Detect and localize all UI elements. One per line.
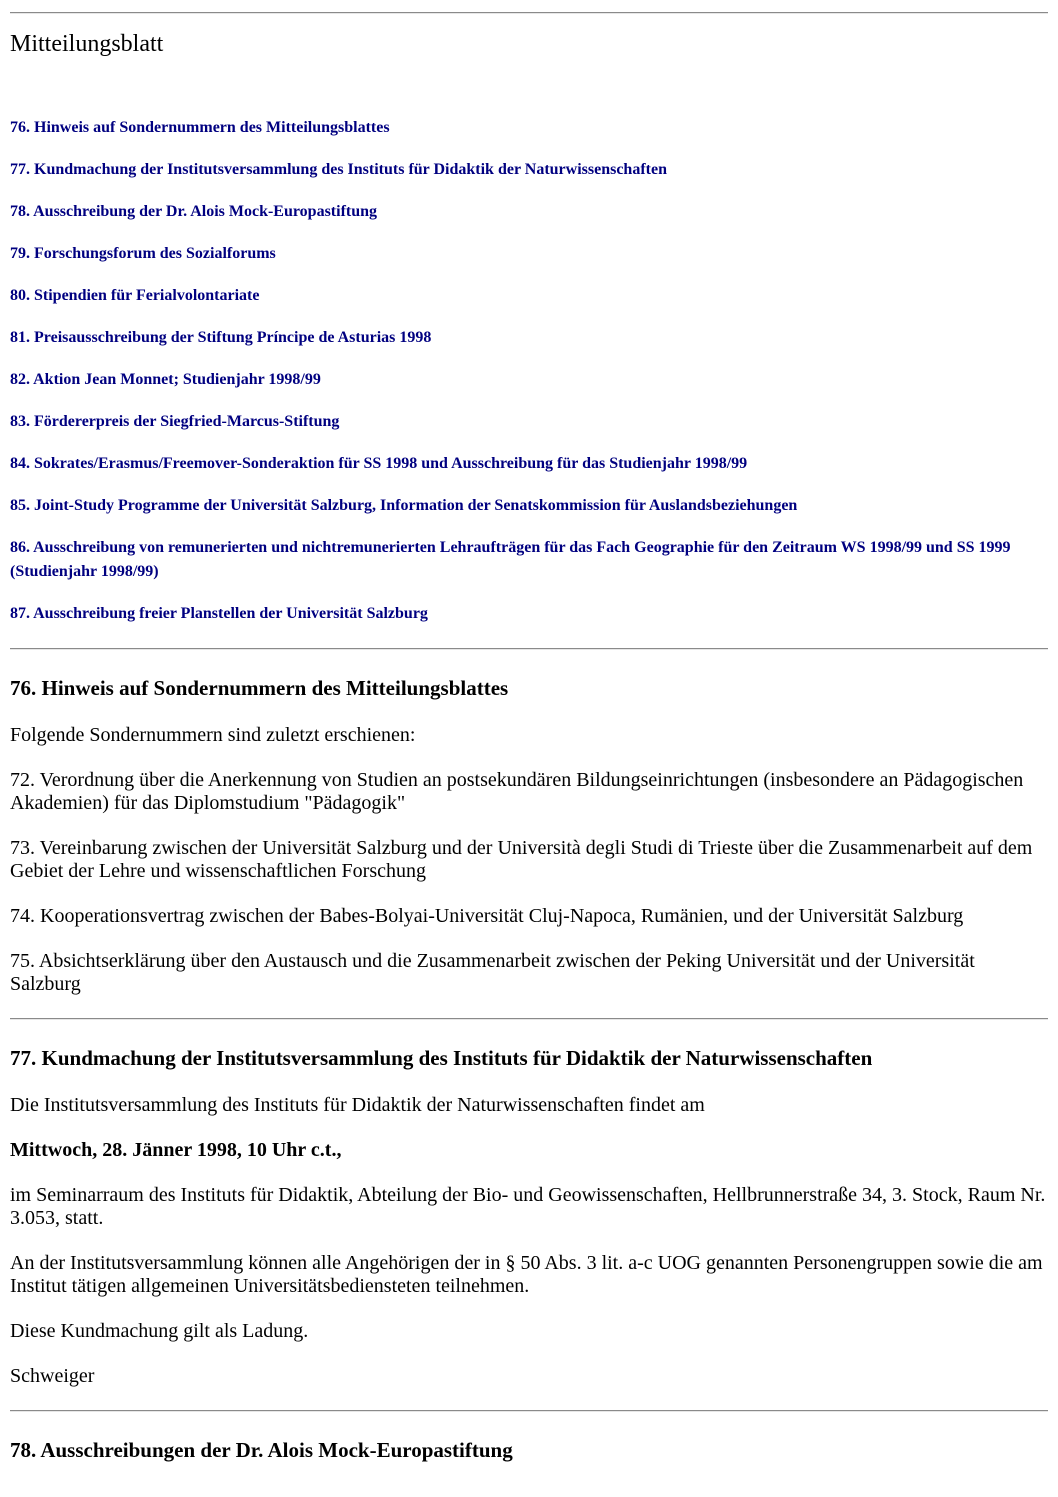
toc-link-79[interactable]: 79. Forschungsforum des Sozialforums bbox=[10, 245, 276, 262]
table-of-contents bbox=[10, 116, 1048, 626]
paragraph: 72. Verordnung über die Anerkennung von Studien an postsekundären Bildungseinrichtungen (insbesondere an Pädagogischen Akademien) für das Diplomstudium "Pädagogik" bbox=[10, 769, 1024, 814]
toc-item bbox=[10, 158, 1048, 182]
section-heading-78: 78. Ausschreibungen der Dr. Alois Mock-Europastiftung bbox=[10, 1438, 513, 1462]
paragraph: Die Institutsversammlung des Instituts für Didaktik der Naturwissenschaften findet am bbox=[10, 1094, 705, 1116]
toc-link-83[interactable]: 83. Fördererpreis der Siegfried-Marcus-Stiftung bbox=[10, 413, 340, 430]
toc-link-80[interactable]: 80. Stipendien für Ferialvolontariate bbox=[10, 287, 260, 304]
toc-link-84[interactable]: 84. Sokrates/Erasmus/Freemover-Sonderaktion für SS 1998 und Ausschreibung für das Studienjahr 1998/99 bbox=[10, 455, 748, 472]
toc-item bbox=[10, 410, 1048, 434]
toc-link-77[interactable]: 77. Kundmachung der Institutsversammlung des Instituts für Didaktik der Naturwissenschaften bbox=[10, 161, 667, 178]
paragraph: An der Institutsversammlung können alle Angehörigen der in § 50 Abs. 3 lit. a-c UOG genannten Personengruppen sowie die am Institut tätigen allgemeinen Universitätsbediensteten teilnehmen. bbox=[10, 1252, 1043, 1297]
toc-item bbox=[10, 116, 1048, 140]
paragraph: 75. Absichtserklärung über den Austausch und die Zusammenarbeit zwischen der Peking Universität und der Universität Salzburg bbox=[10, 950, 975, 995]
paragraph: 73. Vereinbarung zwischen der Universität Salzburg und der Università degli Studi di Trieste über die Zusammenarbeit auf dem Gebiet der Lehre und wissenschaftlichen Forschung bbox=[10, 837, 1033, 882]
page-title: Mitteilungsblatt bbox=[10, 31, 164, 57]
toc-link-87[interactable]: 87. Ausschreibung freier Planstellen der Universität Salzburg bbox=[10, 605, 428, 622]
section-heading-77: 77. Kundmachung der Institutsversammlung des Instituts für Didaktik der Naturwissenschaften bbox=[10, 1046, 873, 1070]
horizontal-rule bbox=[10, 1410, 1048, 1412]
signature-name: Schweiger bbox=[10, 1365, 95, 1387]
toc-item bbox=[10, 368, 1048, 392]
paragraph: im Seminarraum des Instituts für Didaktik, Abteilung der Bio- und Geowissenschaften, Hellbrunnerstraße 34, 3. Stock, Raum Nr. 3.053, statt. bbox=[10, 1184, 1046, 1229]
section-78 bbox=[10, 1438, 1048, 1462]
toc-item bbox=[10, 536, 1048, 584]
paragraph: 74. Kooperationsvertrag zwischen der Babes-Bolyai-Universität Cluj-Napoca, Rumänien, und der Universität Salzburg bbox=[10, 905, 964, 927]
meeting-date-paragraph: Mittwoch, 28. Jänner 1998, 10 Uhr c.t., bbox=[10, 1139, 342, 1161]
paragraph: Diese Kundmachung gilt als Ladung. bbox=[10, 1320, 309, 1342]
horizontal-rule bbox=[10, 1018, 1048, 1020]
toc-link-76[interactable]: 76. Hinweis auf Sondernummern des Mitteilungsblattes bbox=[10, 119, 390, 136]
toc-item bbox=[10, 200, 1048, 224]
horizontal-rule bbox=[10, 648, 1048, 650]
toc-item bbox=[10, 494, 1048, 518]
toc-item bbox=[10, 242, 1048, 266]
section-77 bbox=[10, 1046, 1048, 1388]
toc-link-81[interactable]: 81. Preisausschreibung der Stiftung Príncipe de Asturias 1998 bbox=[10, 329, 432, 346]
toc-link-78[interactable]: 78. Ausschreibung der Dr. Alois Mock-Europastiftung bbox=[10, 203, 378, 220]
section-76 bbox=[10, 676, 1048, 996]
toc-item bbox=[10, 284, 1048, 308]
toc-link-86[interactable]: 86. Ausschreibung von remunerierten und nichtremunerierten Lehraufträgen für das Fach Geographie für den Zeitraum WS 1998/99 und SS 1999 (Studienjahr 1998/99) bbox=[10, 539, 1011, 580]
toc-item bbox=[10, 602, 1048, 626]
horizontal-rule-top bbox=[10, 12, 1048, 14]
toc-item bbox=[10, 326, 1048, 350]
toc-item bbox=[10, 452, 1048, 476]
toc-link-85[interactable]: 85. Joint-Study Programme der Universität Salzburg, Information der Senatskommission für Auslandsbeziehungen bbox=[10, 497, 798, 514]
paragraph: Folgende Sondernummern sind zuletzt erschienen: bbox=[10, 724, 416, 746]
toc-link-82[interactable]: 82. Aktion Jean Monnet; Studienjahr 1998/99 bbox=[10, 371, 321, 388]
section-heading-76: 76. Hinweis auf Sondernummern des Mitteilungsblattes bbox=[10, 676, 509, 700]
